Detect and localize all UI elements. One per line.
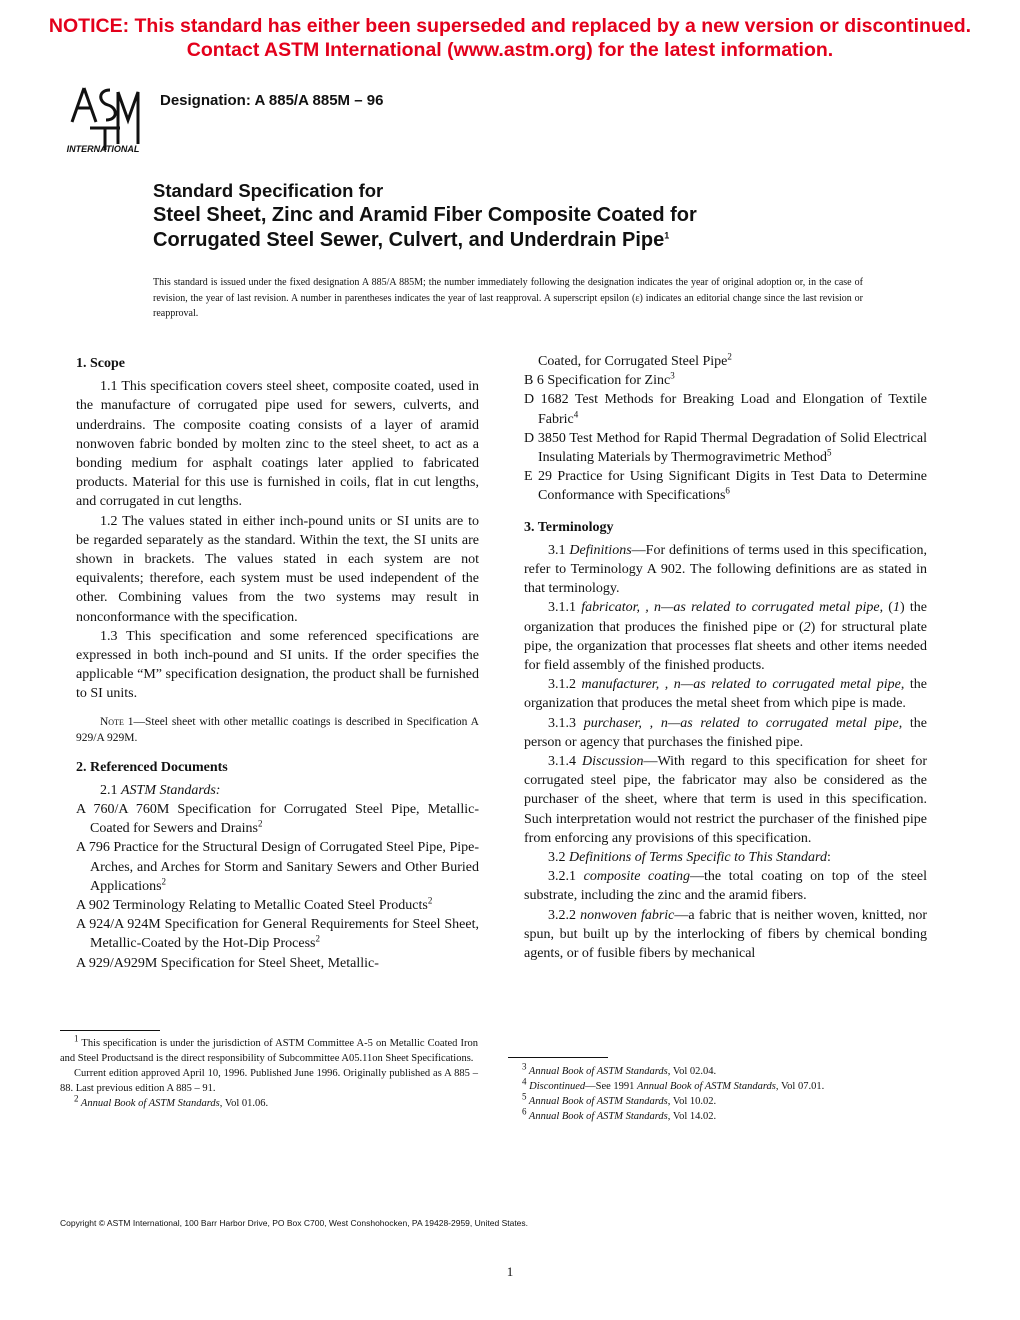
terminology-heading: 3. Terminology <box>524 519 614 535</box>
ref-a902 <box>76 896 479 915</box>
para-3-1-1-b: ) the organization that produces the finished pipe or ( <box>524 600 927 635</box>
footnotes-right <box>508 1061 928 1124</box>
ref-d1682-sup: 4 <box>573 408 579 419</box>
ref-b6 <box>524 371 927 390</box>
ref-a924-sup: 2 <box>315 933 321 944</box>
para-3-1-3 <box>524 714 927 752</box>
fn1-text: This specification is under the jurisdiction of ASTM Committee A-5 on Metallic Coated Iron and Steel Productsand is the direct responsibility of Subcommittee A05.11on Sheet Specifications. <box>60 1038 478 1064</box>
footnote-rule-left <box>60 1030 160 1031</box>
para-3-2-2-number: 3.2.2 <box>548 907 581 923</box>
para-3-1-3-number: 3.1.3 <box>548 715 584 731</box>
ref-a929-cont-text: Coated, for Corrugated Steel Pipe <box>538 354 728 369</box>
para-3-1-em: Definitions <box>569 542 632 558</box>
fn2-text: , Vol 01.06. <box>219 1098 269 1109</box>
para-3-1-2-number: 3.1.2 <box>548 677 582 693</box>
ref-d1682 <box>524 390 927 428</box>
fn6-sup: 6 <box>522 1106 527 1117</box>
para-3-1-4-em: Discussion <box>582 754 644 770</box>
fn5-text: , Vol 10.02. <box>667 1096 717 1107</box>
issued-statement <box>153 275 863 322</box>
issued-text-1: This standard is issued under the fixed designation A 885/A 885M; the number immediately following the designation indicates the year of original adoption or, in the case of revision, the year of last revision. A number in parentheses indicates the year of last reapproval. A superscript epsilon ( <box>153 277 863 304</box>
ref-a760 <box>76 800 479 838</box>
para-3-1 <box>524 541 927 599</box>
ref-d1682-text: D 1682 Test Methods for Breaking Load and Elongation of Textile Fabric <box>524 392 927 427</box>
para-3-2-text: : <box>826 850 831 866</box>
para-3-1-text: —For definitions of terms used in this specification, refer to Terminology A 902. The following definitions are as stated in that terminology. <box>524 542 927 597</box>
ref-a796 <box>76 838 479 896</box>
fn3-sup: 3 <box>522 1061 527 1072</box>
para-1-1: 1.1 This specification covers steel sheet, composite coated, used in the manufacture of corrugated pipe used for sewers, culverts, and underdrains. The composite coating consists of a layer of aramid nonwoven fabric bonded by molten zinc to the steel sheet, to act as a bonding medium for asphalt coatings later applied to fabricated products. Material for this use is furnished in coils, flat in cut lengths, and corrugated in cut lengths. <box>76 379 479 510</box>
note-text: 1—Steel sheet with other metallic coatings is described in Specification A 929/A 929M. <box>76 715 479 744</box>
para-3-1-4 <box>524 752 927 848</box>
para-3-2-1-text: —the total coating on top of the steel substrate, including the zinc and the aramid fibers. <box>524 869 927 904</box>
fn1-sup: 1 <box>74 1033 79 1044</box>
para-3-1-1-number: 3.1.1 <box>548 600 582 616</box>
logo-caption: INTERNATIONAL <box>66 144 140 154</box>
ref-a929 <box>76 954 479 973</box>
astm-logo-icon <box>60 84 146 154</box>
right-column <box>524 352 927 963</box>
title-line-2: Steel Sheet, Zinc and Aramid Fiber Composite Coated for <box>153 204 697 226</box>
ref-a929-text: A 929/A929M Specification for Steel Sheet, Metallic- <box>76 955 379 971</box>
para-3-2-2 <box>524 906 927 964</box>
ref-e29-text: E 29 Practice for Using Significant Digits in Test Data to Determine Conformance with Specifications <box>524 469 927 504</box>
title-line-3: Corrugated Steel Sewer, Culvert, and Underdrain Pipe <box>153 229 665 251</box>
term-fabricator: fabricator, , n—as related to corrugated metal pipe <box>581 600 880 616</box>
referenced-documents-heading: 2. Referenced Documents <box>76 759 228 775</box>
title-line-1: Standard Specification for <box>153 180 384 201</box>
fn4-em2: Annual Book of ASTM Standards <box>637 1081 776 1092</box>
term-manufacturer: manufacturer, , n—as related to corrugated metal pipe <box>581 677 901 693</box>
ref-a902-sup: 2 <box>427 895 433 906</box>
fn4-sup: 4 <box>522 1076 527 1087</box>
ref-a902-text: A 902 Terminology Relating to Metallic Coated Steel Products <box>76 898 428 914</box>
notice-banner <box>0 14 1020 62</box>
ref-a796-text: A 796 Practice for the Structural Design of Corrugated Steel Pipe, Pipe-Arches, and Arches for Storm and Sanitary Sewers and Other Buried Applications <box>76 840 479 894</box>
ref-a760-text: A 760/A 760M Specification for Corrugated Steel Pipe, Metallic-Coated for Sewers and Drains <box>76 802 479 837</box>
ref-b6-sup: 3 <box>670 370 675 381</box>
ref-d3850-sup: 5 <box>827 447 832 458</box>
issued-text-2: ) indicates an editorial change since the last revision or reapproval. <box>153 292 863 319</box>
fn3-em: Annual Book of ASTM Standards <box>526 1066 668 1077</box>
ref-a924 <box>76 915 479 953</box>
fn3-text: , Vol 02.04. <box>667 1066 717 1077</box>
para-3-1-1-n2: 2 <box>803 619 811 635</box>
para-3-1-4-number: 3.1.4 <box>548 754 583 770</box>
para-3-1-1 <box>524 598 927 675</box>
para-3-2-1-number: 3.2.1 <box>548 869 584 885</box>
ref-a760-sup: 2 <box>257 818 263 829</box>
fn4-text: —See 1991 <box>585 1081 638 1092</box>
fn5-sup: 5 <box>522 1091 527 1102</box>
footnotes-left <box>60 1033 478 1111</box>
notice-line-2: Contact ASTM International (www.astm.org) for the latest information. <box>186 39 834 61</box>
left-column <box>76 352 479 973</box>
title-footnote-ref: 1 <box>664 230 670 241</box>
scope-heading: 1. Scope <box>76 356 125 371</box>
footnote-rule-right <box>508 1057 608 1058</box>
term-nonwoven-fabric: nonwoven fabric <box>580 907 675 923</box>
para-1-3: 1.3 This specification and some referenced specifications are expressed in both inch-pound and SI units. If the order specifies the applicable “M” specification designation, the product shall be furnished to SI units. <box>76 628 479 702</box>
para-3-1-2-text: , the organization that produces the metal sheet from which pipe is made. <box>524 677 927 712</box>
page-number: 1 <box>506 1264 514 1279</box>
para-3-1-2 <box>524 675 927 713</box>
term-purchaser: purchaser, , n—as related to corrugated metal pipe <box>583 715 899 731</box>
fn5-em: Annual Book of ASTM Standards <box>526 1096 668 1107</box>
ref-d3850 <box>524 429 927 467</box>
note-label: Note <box>100 715 124 728</box>
para-3-2-1 <box>524 867 927 905</box>
ref-e29-sup: 6 <box>725 485 730 496</box>
para-2-1-text: ASTM Standards: <box>121 782 221 798</box>
para-2-1-number: 2.1 <box>100 782 121 798</box>
fn1-edition: Current edition approved April 10, 1996. Published June 1996. Originally published as A 885 – 88. Last previous edition A 885 – 91. <box>60 1068 478 1094</box>
para-3-2-em: Definitions of Terms Specific to This Standard <box>569 850 827 866</box>
copyright: Copyright © ASTM International, 100 Barr Harbor Drive, PO Box C700, West Conshohocken, PA 19428-2959, United States. <box>60 1218 529 1228</box>
para-2-1 <box>76 781 479 800</box>
fn4-text2: , Vol 07.01. <box>775 1081 825 1092</box>
para-3-1-1-c: ) for structural plate pipe, the organization that processes flat sheets and other items needed for field assembly of the finished products. <box>524 619 928 674</box>
document-title <box>153 178 697 253</box>
ref-b6-text: B 6 Specification for Zinc <box>524 373 671 389</box>
ref-a796-sup: 2 <box>161 876 167 887</box>
para-3-2-number: 3.2 <box>548 850 569 866</box>
term-composite-coating: composite coating <box>583 869 691 885</box>
para-3-2-2-text: —a fabric that is neither woven, knitted, nor spun, but built up by the interlocking of fibers by chemical bonding agents, or of fusible fibers by mechanical <box>524 907 927 962</box>
para-3-2 <box>524 848 927 867</box>
fn2-sup: 2 <box>74 1093 79 1104</box>
para-3-1-4-text: —With regard to this specification for sheet for corrugated steel pipe, the fabricator may also be considered as the purchaser of the sheet, where that term is used in this specification. Such interpretation would not restrict the purchaser of the finished pipe from enforcing any provisions of this specification. <box>524 754 927 846</box>
fn6-text: , Vol 14.02. <box>667 1111 717 1122</box>
para-3-1-1-a: , ( <box>879 600 893 616</box>
fn2-em: Annual Book of ASTM Standards <box>78 1098 220 1109</box>
ref-a929-sup: 2 <box>727 351 732 362</box>
fn6-em: Annual Book of ASTM Standards <box>526 1111 668 1122</box>
note-1 <box>76 714 479 746</box>
fn4-em: Discontinued <box>526 1081 586 1092</box>
ref-a929-continued <box>524 352 927 371</box>
designation: Designation: A 885/A 885M – 96 <box>160 92 384 109</box>
para-3-1-number: 3.1 <box>548 542 570 558</box>
ref-e29 <box>524 467 927 505</box>
ref-a924-text: A 924/A 924M Specification for General Requirements for Steel Sheet, Metallic-Coated by the Hot-Dip Process <box>76 917 479 952</box>
para-3-1-1-n1: 1 <box>892 600 900 616</box>
para-1-2: 1.2 The values stated in either inch-pound units or SI units are to be regarded separately as the standard. Within the text, the SI units are shown in brackets. The values stated in each system are not equivalents; therefore, each system must be used independent of the other. Combining values from the two systems may result in nonconformance with the specification. <box>76 513 479 625</box>
epsilon-symbol: ε <box>635 292 640 304</box>
notice-line-1: NOTICE: This standard has either been superseded and replaced by a new version or discontinued. <box>48 15 972 37</box>
ref-d3850-text: D 3850 Test Method for Rapid Thermal Degradation of Solid Electrical Insulating Materials by Thermogravimetric Method <box>524 430 927 466</box>
para-3-1-3-text: , the person or agency that purchases the finished pipe. <box>524 715 928 750</box>
